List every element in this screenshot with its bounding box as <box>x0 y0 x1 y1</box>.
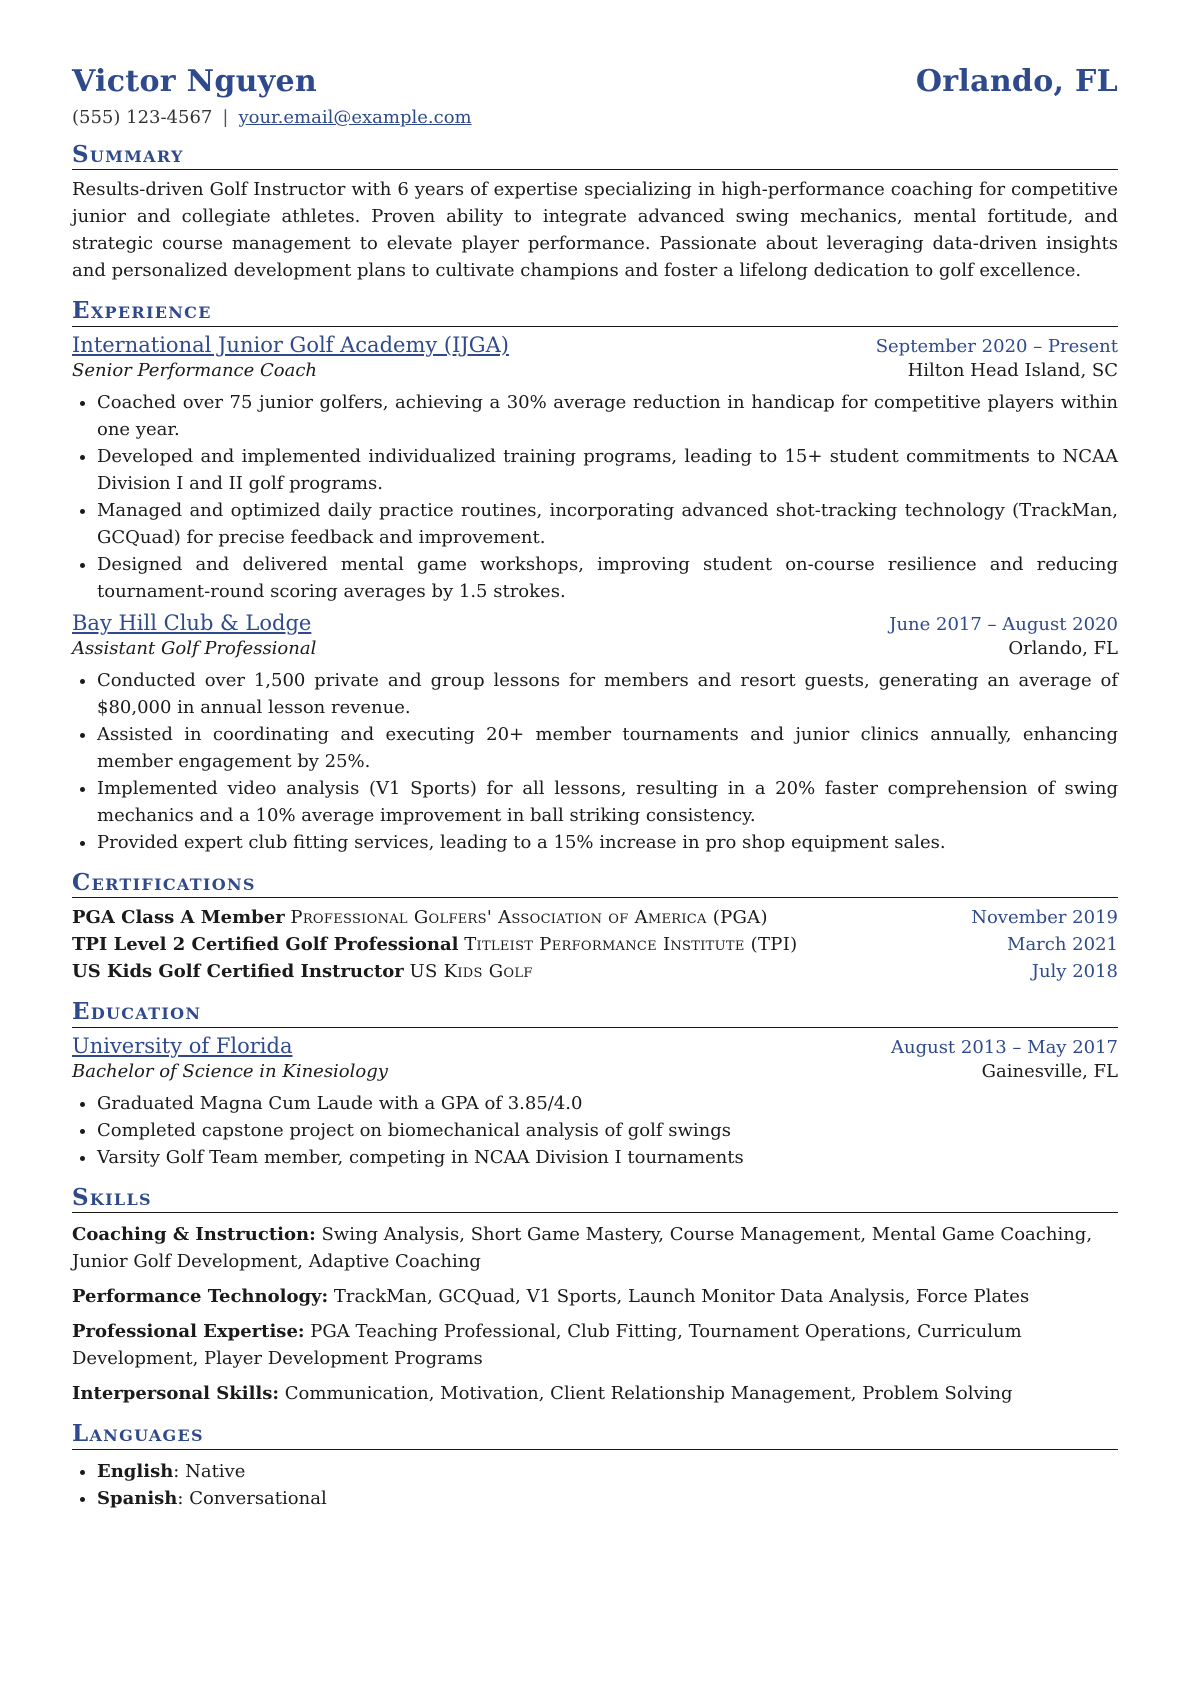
skill-group-label: Interpersonal Skills: <box>72 1383 280 1405</box>
job-bullet: • Developed and implemented individualized training programs, leading to 15+ student commitments to NCAA Division I and II golf programs. <box>97 443 1118 497</box>
certification-date: November 2019 <box>971 907 1118 929</box>
skill-group <box>72 1318 1118 1372</box>
education-bullet: • Varsity Golf Team member, competing in NCAA Division I tournaments <box>97 1144 1118 1171</box>
language-item <box>97 1485 1118 1512</box>
summary-heading: Summary <box>72 142 1118 170</box>
certification-date: March 2021 <box>1007 934 1118 956</box>
job-bullet: • Provided expert club fitting services, leading to a 15% increase in pro shop equipment sales. <box>97 829 1118 856</box>
certification-issuer: Titleist Performance Institute (TPI) <box>464 934 798 956</box>
language-item <box>97 1458 1118 1485</box>
skill-group <box>72 1221 1118 1275</box>
certification-name: PGA Class A Member <box>72 907 285 929</box>
education-section <box>72 999 1118 1170</box>
job-bullet: • Coached over 75 junior golfers, achieving a 30% average reduction in handicap for competitive players within one year. <box>97 389 1118 443</box>
job-bullets <box>72 389 1118 605</box>
certification-name: US Kids Golf Certified Instructor <box>72 961 404 983</box>
job-bullet: • Managed and optimized daily practice routines, incorporating advanced shot-tracking technology (TrackMan, GCQuad) for precise feedback and improvement. <box>97 497 1118 551</box>
education-bullet: • Graduated Magna Cum Laude with a GPA of 3.85/4.0 <box>97 1090 1118 1117</box>
skill-group-text: Communication, Motivation, Client Relationship Management, Problem Solving <box>284 1383 1013 1405</box>
job-bullet: • Conducted over 1,500 private and group lessons for members and resort guests, generating an average of $80,000 in annual lesson revenue. <box>97 667 1118 721</box>
employer-link[interactable]: Bay Hill Club & Lodge <box>72 610 312 635</box>
certification-issuer: Professional Golfers' Association of America (PGA) <box>290 907 768 929</box>
candidate-name: Victor Nguyen <box>72 64 317 99</box>
certifications-section <box>72 870 1118 985</box>
skill-group-label: Professional Expertise: <box>72 1321 305 1343</box>
education-bullet: • Completed capstone project on biomechanical analysis of golf swings <box>97 1117 1118 1144</box>
job-entry <box>72 611 1118 856</box>
languages-section <box>72 1421 1118 1511</box>
certification-name: TPI Level 2 Certified Golf Professional <box>72 934 459 956</box>
phone-number: (555) 123-4567 <box>72 107 213 128</box>
candidate-location: Orlando, FL <box>915 64 1118 99</box>
languages-list <box>72 1458 1118 1512</box>
language-level: : Conversational <box>177 1487 327 1509</box>
degree: Bachelor of Science in Kinesiology <box>72 1060 388 1082</box>
skills-heading: Skills <box>72 1185 1118 1213</box>
job-title: Assistant Golf Professional <box>72 637 317 659</box>
summary-section <box>72 142 1118 284</box>
skill-group <box>72 1283 1118 1310</box>
education-entry <box>72 1034 1118 1171</box>
job-bullets <box>72 667 1118 856</box>
certification-item <box>72 931 1118 958</box>
certification-issuer: US Kids Golf <box>409 961 533 983</box>
skill-group-label: Performance Technology: <box>72 1286 329 1308</box>
job-dates: September 2020 – Present <box>875 335 1118 357</box>
certification-item <box>72 904 1118 931</box>
education-bullets <box>72 1090 1118 1171</box>
language-name: Spanish <box>97 1487 178 1509</box>
education-dates: August 2013 – May 2017 <box>890 1036 1118 1058</box>
education-heading: Education <box>72 999 1118 1027</box>
skill-group-label: Coaching & Instruction: <box>72 1224 316 1246</box>
experience-section <box>72 298 1118 855</box>
skill-group <box>72 1380 1118 1407</box>
summary-text: Results-driven Golf Instructor with 6 years of expertise specializing in high-performance coaching for competitive junior and collegiate athletes. Proven ability to integrate advanced swing mechanics, mental fortitude, and strategic course management to elevate player performance. Passionate about leveraging data-driven insights and personalized development plans to cultivate champions and foster a lifelong dedication to golf excellence. <box>72 179 1118 282</box>
header <box>72 64 1118 99</box>
certification-item <box>72 958 1118 985</box>
school-link[interactable]: University of Florida <box>72 1033 293 1058</box>
job-bullet: • Designed and delivered mental game workshops, improving student on-course resilience and reducing tournament-round scoring averages by 1.5 strokes. <box>97 551 1118 605</box>
job-location: Hilton Head Island, SC <box>907 359 1118 381</box>
skills-section <box>72 1185 1118 1407</box>
job-title: Senior Performance Coach <box>72 359 318 381</box>
languages-heading: Languages <box>72 1421 1118 1449</box>
contact-separator: | <box>222 107 229 128</box>
job-dates: June 2017 – August 2020 <box>889 613 1118 635</box>
skill-group-text: PGA Teaching Professional, Club Fitting, Tournament Operations, Curriculum Development, Player Development Programs <box>72 1321 1022 1370</box>
job-bullet: • Assisted in coordinating and executing 20+ member tournaments and junior clinics annually, enhancing member engagement by 25%. <box>97 721 1118 775</box>
job-bullet: • Implemented video analysis (V1 Sports) for all lessons, resulting in a 20% faster comprehension of swing mechanics and a 10% average improvement in ball striking consistency. <box>97 775 1118 829</box>
language-name: English <box>97 1460 174 1482</box>
job-entry <box>72 333 1118 605</box>
employer-link[interactable]: International Junior Golf Academy (IJGA) <box>72 332 509 357</box>
certifications-heading: Certifications <box>72 870 1118 898</box>
certification-date: July 2018 <box>1031 961 1118 983</box>
language-level: : Native <box>173 1460 246 1482</box>
email-link[interactable]: your.email@example.com <box>238 107 472 128</box>
contact-line <box>72 107 1118 128</box>
skill-group-text: Swing Analysis, Short Game Mastery, Course Management, Mental Game Coaching, Junior Golf Development, Adaptive Coaching <box>72 1224 1093 1273</box>
job-location: Orlando, FL <box>1008 637 1118 659</box>
skill-group-text: TrackMan, GCQuad, V1 Sports, Launch Monitor Data Analysis, Force Plates <box>333 1286 1030 1308</box>
experience-heading: Experience <box>72 298 1118 326</box>
school-location: Gainesville, FL <box>981 1060 1118 1082</box>
